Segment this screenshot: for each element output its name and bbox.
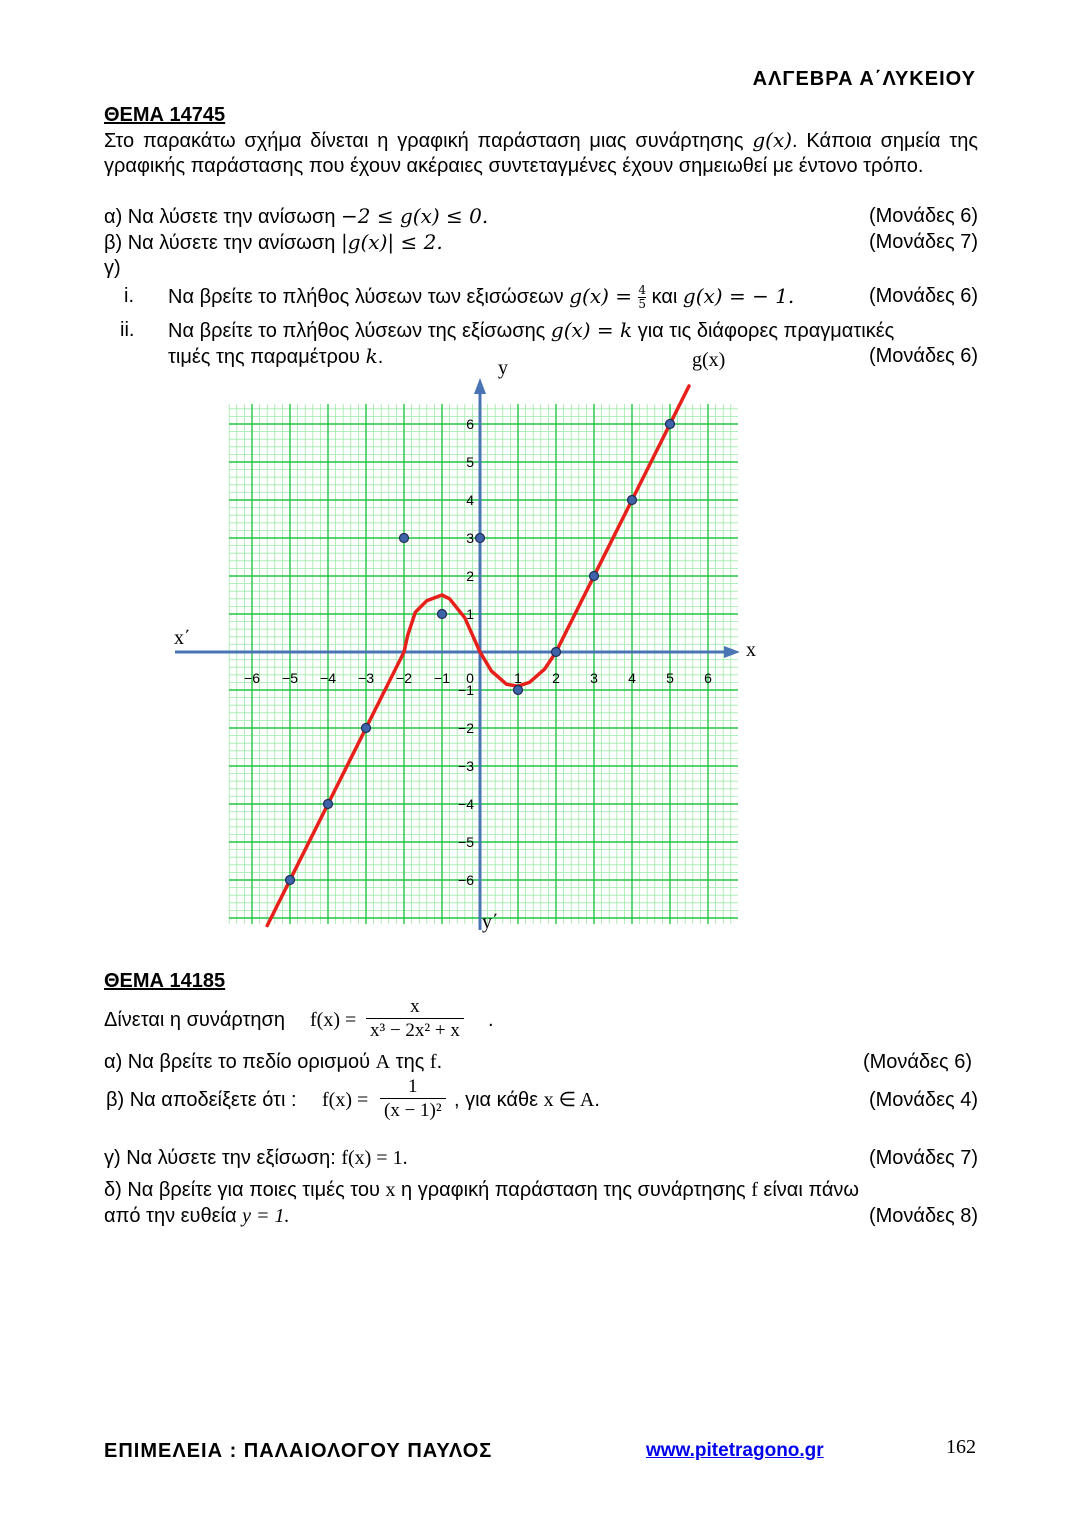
x-tick-label: −5 xyxy=(282,670,298,686)
p2-b-lhs: f(x) = xyxy=(322,1089,369,1111)
y-tick-label: 3 xyxy=(466,530,474,546)
p2-question-d-cont xyxy=(104,1204,978,1229)
p2-b-cond: x ∈ A xyxy=(543,1089,595,1111)
y-tick-label: 2 xyxy=(466,568,474,584)
p2-d-text3: είναι πάνω xyxy=(757,1179,860,1201)
p2-a-f: f xyxy=(429,1051,437,1073)
question-b-math: |g(x)| ≤ 2. xyxy=(340,230,443,254)
frac-den: 5 xyxy=(638,297,647,312)
p2-b-text: β) Να αποδείξετε ότι : xyxy=(106,1089,297,1111)
f-lhs: f(x) = xyxy=(310,1009,357,1031)
f-den: x³ − 2x² + x xyxy=(370,1020,460,1041)
y-tick-label: 1 xyxy=(466,606,474,622)
x-tick-label: 3 xyxy=(590,670,598,686)
p2-d-text4: από την ευθεία xyxy=(104,1205,243,1227)
y-tick-label: −3 xyxy=(458,758,474,774)
p2-b-den: (x − 1)² xyxy=(384,1100,442,1121)
problem-2-intro-text: Δίνεται η συνάρτηση xyxy=(104,1009,286,1031)
x-tick-label: 2 xyxy=(552,670,560,686)
p2-question-d xyxy=(104,1178,978,1203)
p2-a-text: α) Να βρείτε το πεδίο ορισμού xyxy=(104,1051,376,1073)
p2-d-x: x xyxy=(385,1179,396,1201)
question-c-ii-num: ii. xyxy=(120,319,135,341)
question-c-i-num: i. xyxy=(124,285,134,307)
data-point xyxy=(324,800,333,809)
question-c-ii-text1: Να βρείτε το πλήθος λύσεων της εξίσωσης xyxy=(168,320,551,342)
x-tick-label: −1 xyxy=(434,670,450,686)
frac-num: 4 xyxy=(638,283,647,298)
p2-d-line: y = 1. xyxy=(242,1205,290,1227)
p2-question-b xyxy=(104,1076,978,1136)
footer-link[interactable]: www.pitetragono.gr xyxy=(646,1440,824,1461)
p2-a-A: A xyxy=(375,1051,391,1073)
curve xyxy=(267,386,689,926)
question-b-text: β) Να λύσετε την ανίσωση xyxy=(104,232,341,254)
x-tick-label: −6 xyxy=(244,670,260,686)
y-tick-label: 5 xyxy=(466,454,474,470)
question-c-ii-dot: . xyxy=(377,346,384,368)
question-a-math: −2 ≤ g(x) ≤ 0. xyxy=(341,204,489,228)
problem-1-title: ΘΕΜΑ 14745 xyxy=(104,104,226,126)
y-tick-label: 4 xyxy=(466,492,474,508)
p2-b-rest xyxy=(454,1088,600,1113)
y-tick-label: −2 xyxy=(458,720,474,736)
question-c-ii-text2: για τις διάφορες πραγματικές xyxy=(632,320,895,342)
x-tick-label: 0 xyxy=(466,670,474,686)
x-tick-label: 6 xyxy=(704,670,712,686)
question-c-i-and: και xyxy=(646,286,683,308)
p2-a-text2: της xyxy=(390,1051,430,1073)
y-axis-label: y xyxy=(498,357,508,379)
x-tick-label: 4 xyxy=(628,670,636,686)
data-point xyxy=(628,496,637,505)
y-tick-label: −1 xyxy=(458,682,474,698)
p2-d-text1: δ) Να βρείτε για ποιες τιμές του xyxy=(104,1179,386,1201)
x-tick-label: 1 xyxy=(514,670,522,686)
p2-b-num: 1 xyxy=(380,1076,446,1099)
data-point xyxy=(514,686,523,695)
document-header: ΑΛΓΕΒΡΑ Α΄ΛΥΚΕΙΟΥ xyxy=(752,68,976,90)
data-point xyxy=(666,420,675,429)
data-point xyxy=(362,724,371,733)
p2-question-c xyxy=(104,1146,978,1171)
p2-b-text2: , για κάθε xyxy=(454,1089,544,1111)
x-axis-label: x xyxy=(746,639,756,661)
page-number: 162 xyxy=(946,1436,976,1458)
question-a-marks: (Μονάδες 6) xyxy=(868,205,978,227)
question-c-ii-marks: (Μονάδες 6) xyxy=(868,345,978,367)
data-point xyxy=(476,534,485,543)
f-num: x xyxy=(366,996,464,1019)
question-c-ii-math: g(x) = k xyxy=(550,318,633,342)
question-c-i-math1: g(x) = xyxy=(569,284,639,308)
p2-question-a xyxy=(104,1050,978,1075)
data-point xyxy=(552,648,561,657)
data-point xyxy=(286,876,295,885)
y-tick-label: −6 xyxy=(458,872,474,888)
data-point xyxy=(438,610,447,619)
p2-a-dot: . xyxy=(436,1051,443,1073)
p2-a-marks: (Μονάδες 6) xyxy=(862,1051,972,1073)
series-line-g xyxy=(267,386,689,926)
curve-label: g(x) xyxy=(692,349,726,371)
p2-b-marks: (Μονάδες 4) xyxy=(868,1089,978,1111)
p2-b-dot: . xyxy=(594,1089,600,1111)
data-point xyxy=(400,534,409,543)
p2-c-marks: (Μονάδες 7) xyxy=(868,1147,978,1169)
intro-text-b: . Κάποια σημεία της γραφικής παράστασης που έχουν ακέραιες συντεταγμένες έχουν σημειωθεί με έντονο τρόπο. xyxy=(104,130,979,177)
problem-2-title: ΘΕΜΑ 14185 xyxy=(104,970,226,992)
x-tick-label: −4 xyxy=(320,670,336,686)
p2-d-text2: η γραφική παράσταση της συνάρτησης xyxy=(395,1179,752,1201)
y-tick-label: −5 xyxy=(458,834,474,850)
p2-d-marks: (Μονάδες 8) xyxy=(868,1205,978,1227)
x-axis-arrow xyxy=(724,646,740,658)
intro-text-a: Στο παρακάτω σχήμα δίνεται η γραφική παράσταση μιας συνάρτησης xyxy=(104,130,753,152)
x-neg-axis-label: x΄ xyxy=(174,627,191,649)
x-tick-label: −3 xyxy=(358,670,374,686)
p2-d-f: f xyxy=(751,1179,758,1201)
question-a-text: α) Να λύσετε την ανίσωση xyxy=(104,206,342,228)
y-axis-arrow xyxy=(474,378,486,394)
f-dot: . xyxy=(488,1009,494,1031)
x-tick-label: −2 xyxy=(396,670,412,686)
data-point xyxy=(590,572,599,581)
problem-2-intro xyxy=(104,996,978,1048)
question-c-i-marks: (Μονάδες 6) xyxy=(868,285,978,307)
p2-c-text: γ) Να λύσετε την εξίσωση: xyxy=(104,1147,342,1169)
question-c-ii-text3: τιμές της παραμέτρου xyxy=(168,346,366,368)
p2-b-fraction xyxy=(380,1076,446,1123)
footer-author: ΕΠΙΜΕΛΕΙΑ : ΠΑΛΑΙΟΛΟΓΟΥ ΠΑΥΛΟΣ xyxy=(104,1440,493,1462)
question-c-ii-k: k xyxy=(365,344,378,368)
question-c-i-text: Να βρείτε το πλήθος λύσεων των εξισώσεων xyxy=(168,286,570,308)
f-fraction xyxy=(366,996,464,1043)
question-b-marks: (Μονάδες 7) xyxy=(868,231,978,253)
question-c-label: γ) xyxy=(104,257,121,279)
y-neg-axis-label: y΄ xyxy=(482,911,499,933)
y-tick-label: 6 xyxy=(466,416,474,432)
question-c-i-math2: g(x) = − 1. xyxy=(682,284,795,308)
y-tick-label: −4 xyxy=(458,796,474,812)
intro-g: g(x) xyxy=(752,128,793,152)
p2-c-math: f(x) = 1. xyxy=(341,1147,408,1169)
x-tick-label: 5 xyxy=(666,670,674,686)
